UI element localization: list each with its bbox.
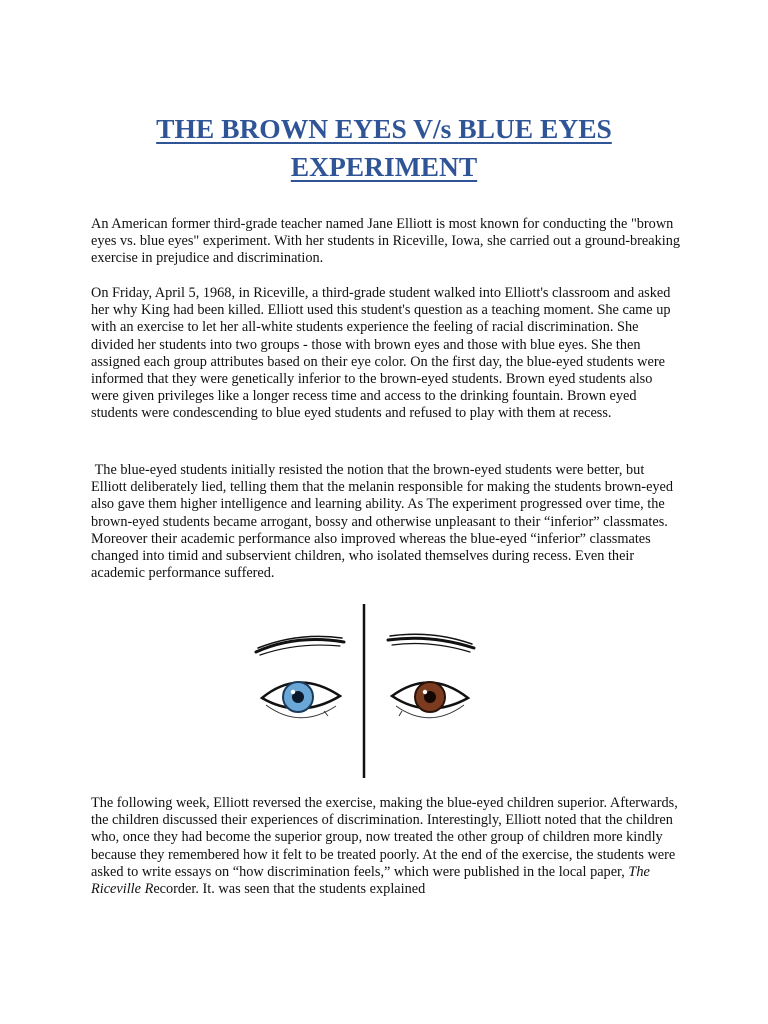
paragraph-reversal bbox=[91, 795, 681, 898]
paragraph-experiment: On Friday, April 5, 1968, in Riceville, a third-grade student walked into Elliott's classroom and asked her why King had been killed. Elliott used this student's question as a teaching moment. She came up with an exercise to let her all-white students experience the feeling of racial discrimination. She divided her students into two groups - those with brown eyes and those with blue eyes. She then assigned each group attributes based on their eye color. On the first day, the blue-eyed students were informed that they were genetically inferior to the brown-eyed students. Brown eyed students also were given privileges like a longer recess time and access to the drinking fountain. Brown eyed students were condescending to blue eyed students and refused to play with them at recess. bbox=[91, 285, 671, 422]
title-line-1: THE BROWN EYES V/s BLUE EYES bbox=[156, 113, 612, 144]
eyes-illustration bbox=[216, 602, 512, 780]
newspaper-name: The Riceville R bbox=[91, 863, 650, 898]
document-title bbox=[90, 110, 678, 186]
eyes-illustration-svg bbox=[216, 602, 512, 780]
left-eyebrow bbox=[256, 636, 344, 655]
paragraph-intro: An American former third-grade teacher named Jane Elliott is most known for conducting the "brown eyes vs. blue eyes" experiment. With her students in Riceville, Iowa, she carried out a ground-breaking exercise in prejudice and discrimination. bbox=[91, 216, 681, 267]
right-eyebrow bbox=[388, 634, 474, 652]
brown-eye bbox=[392, 682, 468, 718]
paragraph-results: The blue-eyed students initially resisted the notion that the brown-eyed students were better, but Elliott deliberately lied, telling them that the melanin responsible for making the students brown-eyed also gave them higher intelligence and learning ability. As The experiment progressed over time, the brown-eyed students became arrogant, bossy and otherwise unpleasant to their “inferior” classmates. Moreover their academic performance also improved whereas the blue-eyed “inferior” classmates changed into timid and subservient children, who isolated themselves during recess. Even their academic performance suffered. bbox=[91, 462, 677, 582]
reversal-text-end: ecorder. It. was seen that the students explained bbox=[153, 881, 426, 898]
title-line-2: EXPERIMENT bbox=[290, 151, 478, 182]
blue-eye bbox=[262, 682, 340, 718]
reversal-text: The following week, Elliott reversed the exercise, making the blue-eyed children superior. Afterwards, the children discussed their experiences of discrimination. Interestingly, Elliott noted that the children who, once they had become the superior group, now treated the other group of children more kindly because they remembered how it felt to be treated poorly. At the end of the exercise, the students were asked to write essays on “how discrimination feels,” which were published in the local paper, bbox=[91, 795, 678, 880]
